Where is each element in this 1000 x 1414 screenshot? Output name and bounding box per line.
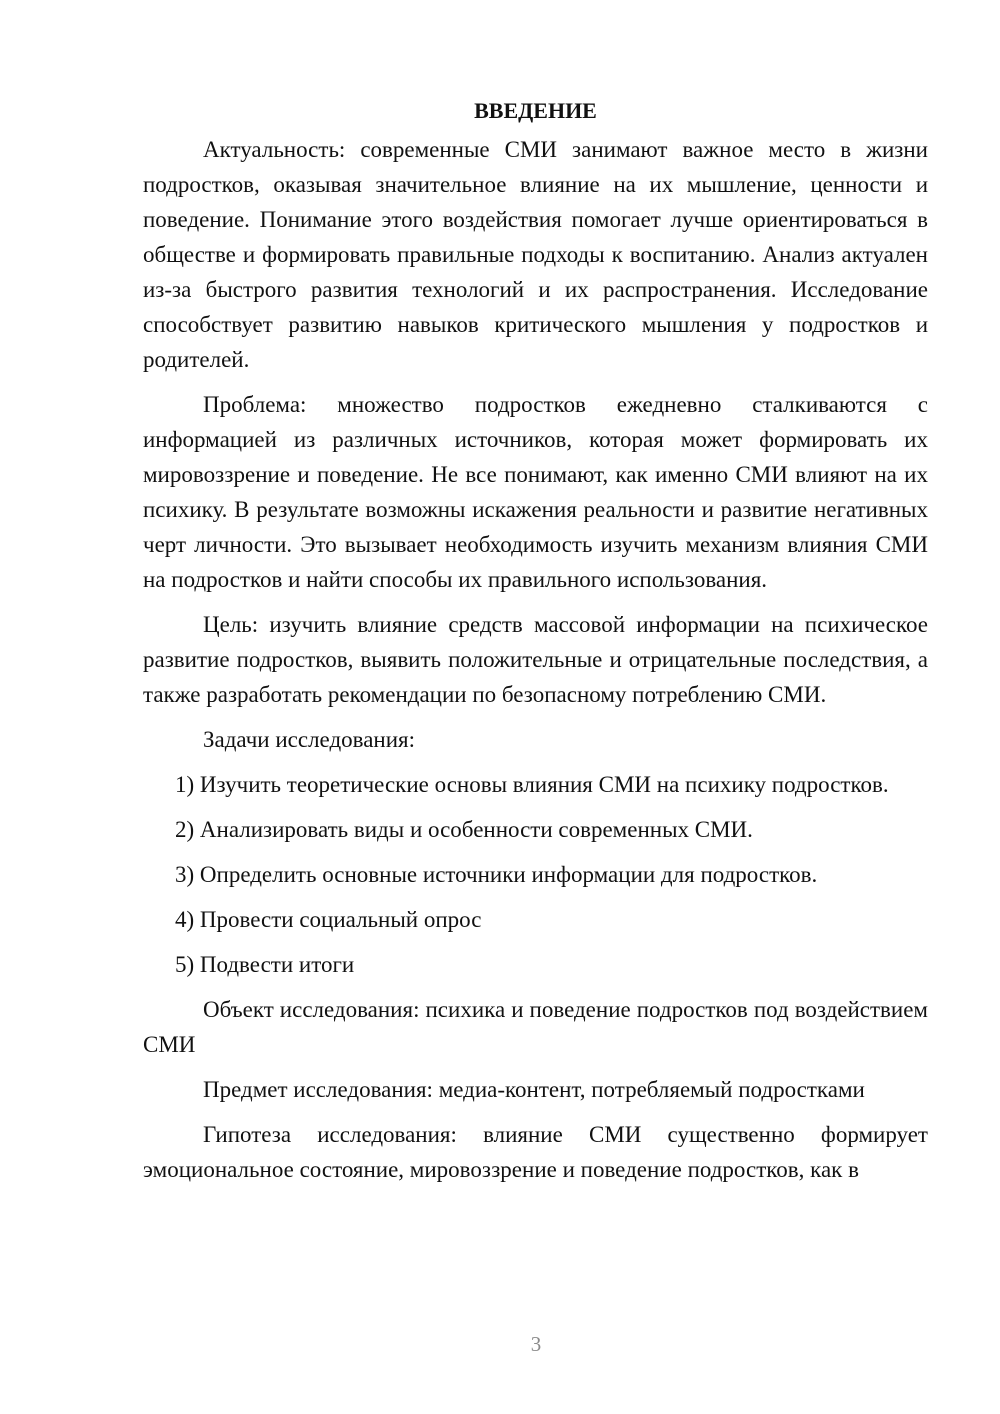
task-item: 5) Подвести итоги — [175, 952, 355, 977]
paragraph-problem: Проблема: множество подростков ежедневно сталкиваются с информацией из различных источников, которая может формировать их мировоззрение и поведение. Не все понимают, как именно СМИ влияют на их психику. В результате возможны искажения реальности и развитие негативных черт личности. Это вызывает необходимость изучить механизм влияния СМИ на подростков и найти способы их правильного использования. — [143, 392, 928, 592]
task-item: 3) Определить основные источники информации для подростков. — [175, 862, 818, 887]
section-title: ВВЕДЕНИЕ — [474, 98, 597, 123]
paragraph-goal: Цель: изучить влияние средств массовой информации на психическое развитие подростков, выявить положительные и отрицательные последствия, а также разработать рекомендации по безопасному потреблению СМИ. — [143, 612, 928, 707]
paragraph-hypothesis: Гипотеза исследования: влияние СМИ существенно формирует эмоциональное состояние, мировоззрение и поведение подростков, как в — [143, 1122, 928, 1182]
page-content — [143, 94, 928, 1197]
task-item: 4) Провести социальный опрос — [175, 907, 482, 932]
paragraph-relevance: Актуальность: современные СМИ занимают важное место в жизни подростков, оказывая значительное влияние на их мышление, ценности и поведение. Понимание этого воздействия помогает лучше ориентироваться в обществе и формировать правильные подходы к воспитанию. Анализ актуален из-за быстрого развития технологий и их распространения. Исследование способствует развитию навыков критического мышления у подростков и родителей. — [143, 137, 928, 372]
task-item: 2) Анализировать виды и особенности современных СМИ. — [175, 817, 753, 842]
task-item: 1) Изучить теоретические основы влияния СМИ на психику подростков. — [175, 772, 889, 797]
tasks-heading: Задачи исследования: — [203, 727, 416, 752]
page-number: 3 — [530, 1332, 542, 1356]
paragraph-subject: Предмет исследования: медиа-контент, потребляемый подростками — [203, 1077, 865, 1102]
paragraph-object: Объект исследования: психика и поведение подростков под воздействием СМИ — [143, 997, 928, 1057]
